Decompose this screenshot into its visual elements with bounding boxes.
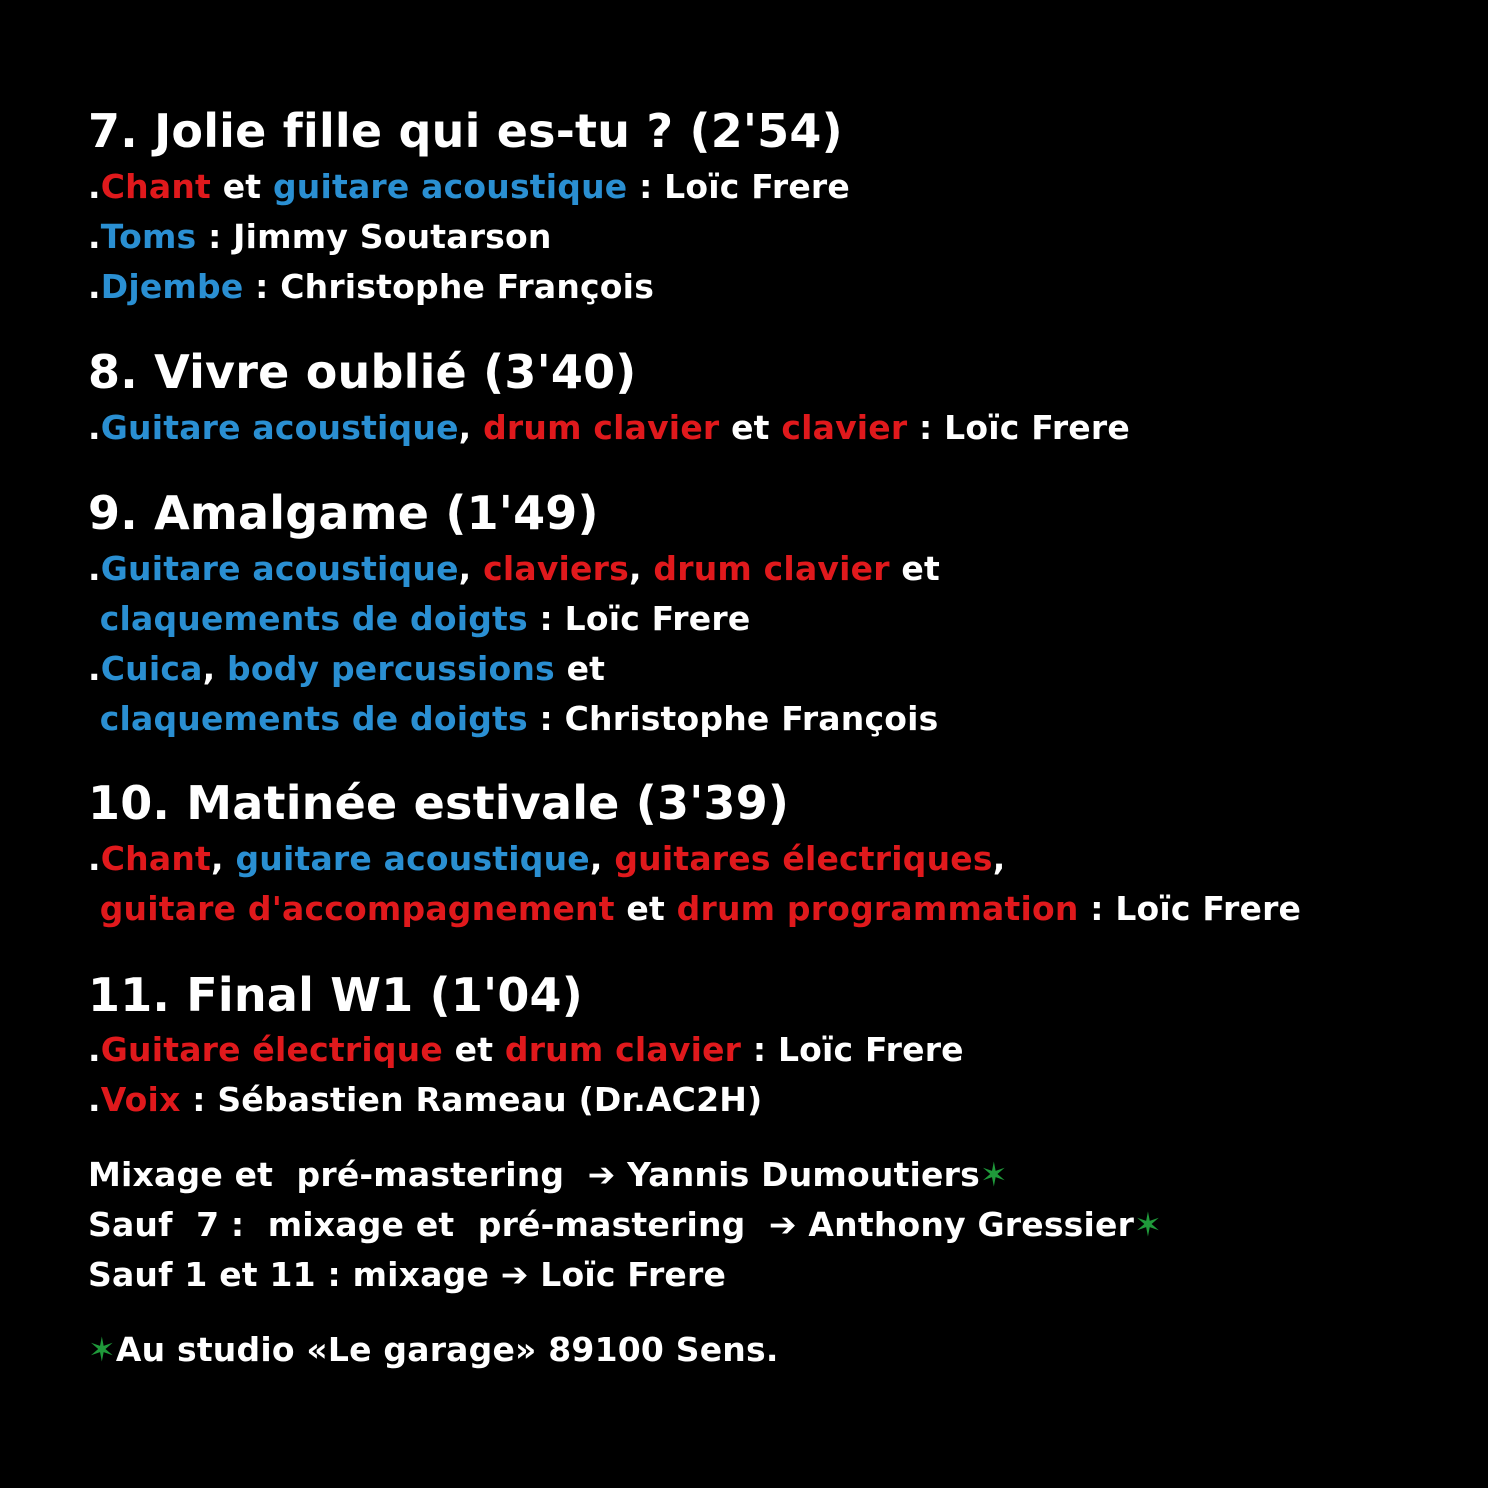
text: et — [554, 649, 606, 688]
red-text: drum programmation — [676, 889, 1079, 928]
blue-text: Guitare acoustique — [100, 549, 459, 588]
star-icon: ✶ — [979, 1155, 1008, 1194]
studio-note — [88, 1330, 1468, 1370]
text — [88, 599, 100, 638]
text — [88, 699, 100, 738]
text: . — [88, 167, 101, 206]
text: . — [88, 217, 101, 256]
track-9-title: 9. Amalgame (1'49) — [88, 486, 599, 540]
text: , — [458, 408, 484, 447]
star-icon: ✶ — [88, 1330, 116, 1369]
track-9-credit-1 — [88, 549, 1468, 589]
track-9-credit-4 — [88, 699, 1468, 739]
red-text: Voix — [100, 1080, 181, 1119]
text: : Christophe François — [243, 267, 655, 306]
text: : Jimmy Soutarson — [196, 217, 552, 256]
track-11-credit-2 — [88, 1080, 1468, 1120]
red-text: drum clavier — [483, 408, 720, 447]
track-11-credit-1 — [88, 1030, 1468, 1070]
text: , — [589, 839, 615, 878]
text: , — [458, 549, 484, 588]
text: Au studio «Le garage» 89100 Sens. — [115, 1330, 779, 1369]
text: et — [614, 889, 677, 928]
red-text: clavier — [781, 408, 908, 447]
text: et — [889, 549, 940, 588]
text: . — [88, 408, 101, 447]
text: . — [88, 267, 101, 306]
text: . — [88, 1080, 101, 1119]
text: Mixage et pré-mastering ➔ Yannis Dumoutiers — [88, 1155, 980, 1194]
mixing-credit-3 — [88, 1255, 1468, 1295]
text: , — [211, 839, 236, 878]
track-10-credit-1 — [88, 839, 1468, 879]
track-8-title: 8. Vivre oublié (3'40) — [88, 345, 637, 399]
track-8-credit-1 — [88, 408, 1468, 448]
red-text: drum clavier — [653, 549, 890, 588]
text: et — [719, 408, 782, 447]
text: : Loïc Frere — [907, 408, 1130, 447]
text: et — [442, 1030, 505, 1069]
text: : Loïc Frere — [741, 1030, 964, 1069]
mixing-credit-2 — [88, 1205, 1468, 1245]
red-text: Chant — [100, 839, 211, 878]
text: . — [88, 649, 101, 688]
text: Sauf 7 : mixage et pré-mastering ➔ Anthony Gressier — [88, 1205, 1135, 1244]
track-9-credit-2 — [88, 599, 1468, 639]
track-7-credit-3 — [88, 267, 1468, 307]
text: . — [88, 1030, 101, 1069]
red-text: Guitare électrique — [100, 1030, 443, 1069]
star-icon: ✶ — [1134, 1205, 1162, 1244]
track-11-title: 11. Final W1 (1'04) — [88, 968, 583, 1022]
track-10-title: 10. Matinée estivale (3'39) — [88, 776, 790, 830]
text: . — [88, 839, 101, 878]
text: et — [211, 167, 273, 206]
text: : Loïc Frere — [527, 599, 751, 638]
track-7-title: 7. Jolie fille qui es-tu ? (2'54) — [88, 104, 843, 158]
blue-text: claquements de doigts — [99, 699, 528, 738]
text: , — [628, 549, 654, 588]
track-7-credit-1 — [88, 167, 1468, 207]
track-10-credit-2 — [88, 889, 1468, 929]
red-text: guitares électriques — [614, 839, 993, 878]
red-text: claviers — [483, 549, 629, 588]
text: : Sébastien Rameau (Dr.AC2H) — [180, 1080, 763, 1119]
mixing-credit-1 — [88, 1155, 1468, 1195]
blue-text: Toms — [100, 217, 197, 256]
text: : Christophe François — [527, 699, 939, 738]
text: , — [202, 649, 228, 688]
blue-text: guitare acoustique — [235, 839, 590, 878]
blue-text: Djembe — [100, 267, 244, 306]
text: : Loïc Frere — [1078, 889, 1302, 928]
text: , — [992, 839, 1006, 878]
track-7-credit-2 — [88, 217, 1468, 257]
text: : Loïc Frere — [627, 167, 850, 206]
red-text: drum clavier — [504, 1030, 742, 1069]
text — [88, 889, 100, 928]
red-text: guitare d'accompagnement — [99, 889, 615, 928]
red-text: Chant — [100, 167, 211, 206]
text: Sauf 1 et 11 : mixage ➔ Loïc Frere — [88, 1255, 727, 1294]
blue-text: claquements de doigts — [99, 599, 528, 638]
blue-text: Cuica — [100, 649, 203, 688]
text: . — [88, 549, 101, 588]
blue-text: body percussions — [227, 649, 555, 688]
blue-text: Guitare acoustique — [100, 408, 459, 447]
track-9-credit-3 — [88, 649, 1468, 689]
blue-text: guitare acoustique — [272, 167, 628, 206]
